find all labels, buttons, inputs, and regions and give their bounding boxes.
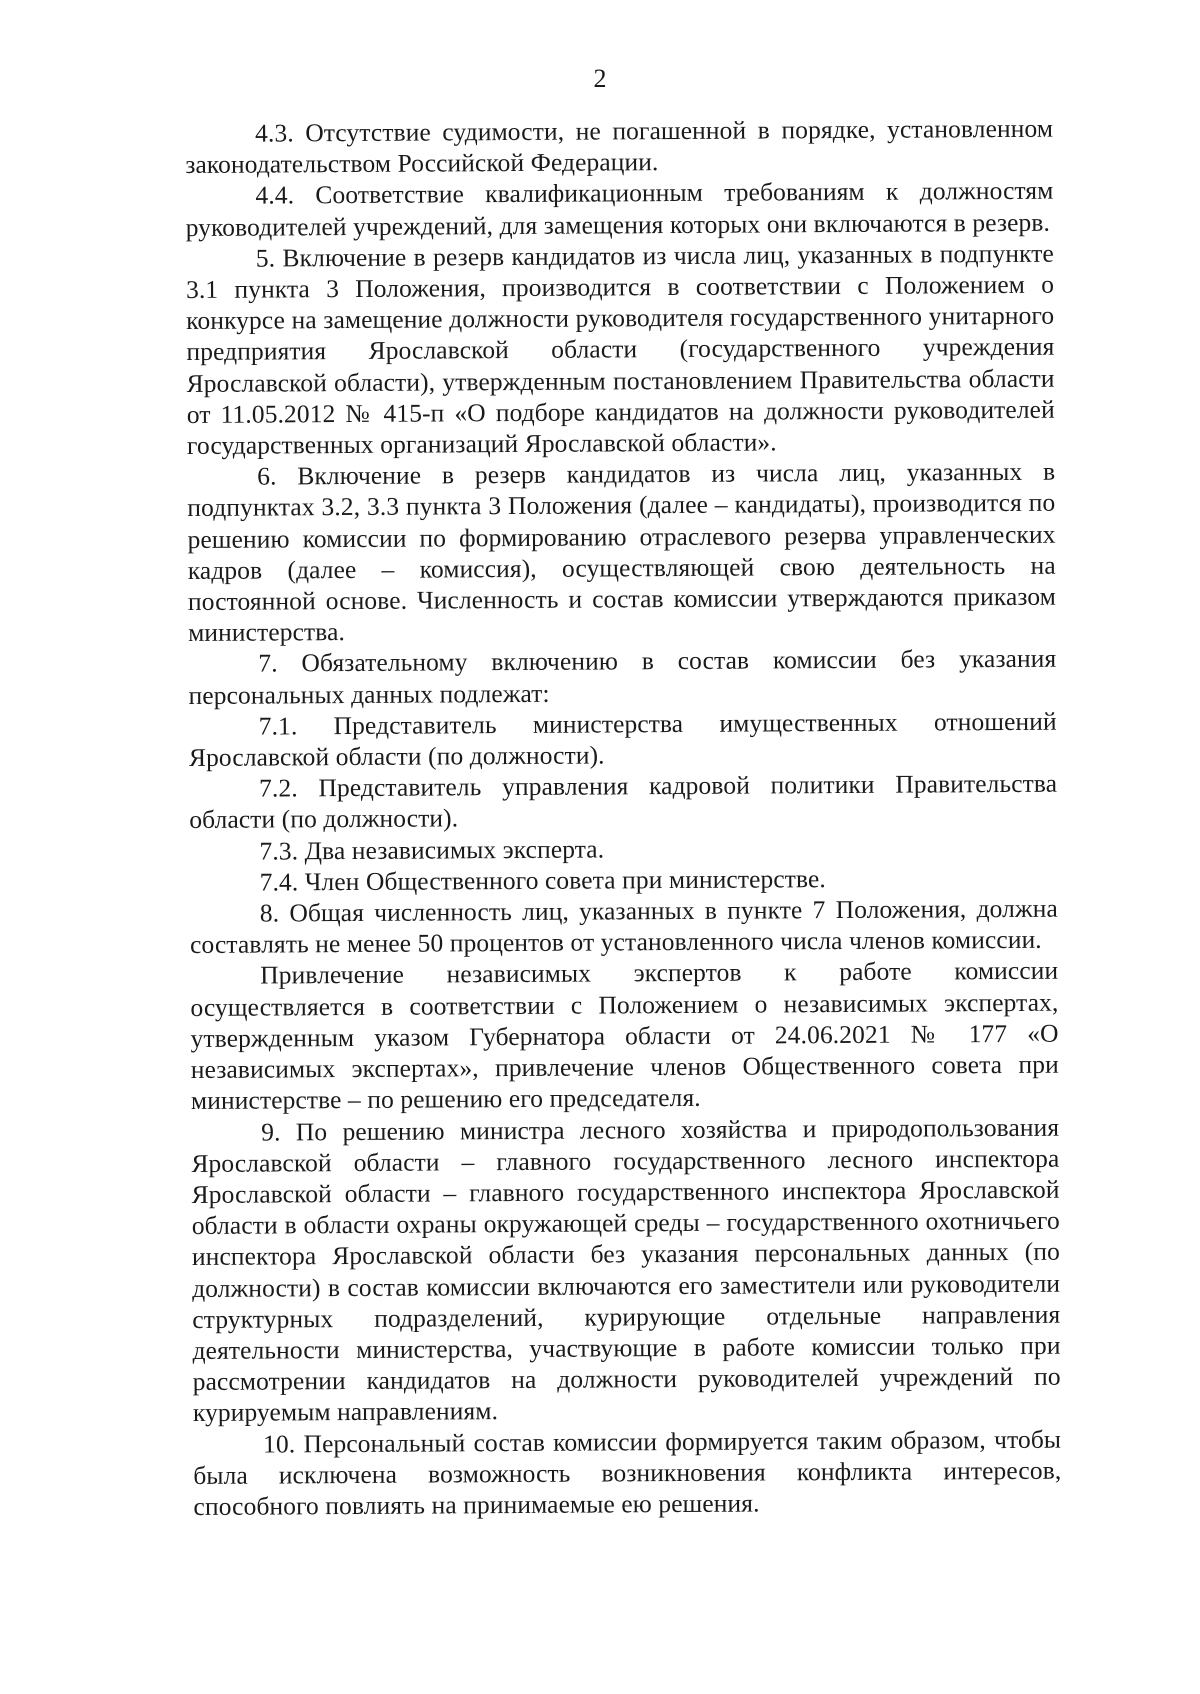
paragraph-4-4: 4.4. Соответствие квалификационным требованиям к должностям руководителей учреждений, для замещения которых они включаются в резерв. — [185, 176, 1054, 242]
page-number: 2 — [593, 64, 607, 93]
paragraph-6: 6. Включение в резерв кандидатов из числа лиц, указанных в подпунктах 3.2, 3.3 пункта 3 Положения (далее – кандидаты), производится по решению комиссии по формированию отраслевого резерва управленческих кадров (далее – комиссия), осуществляющей свою деятельность на постоянной основе. Численность и состав комиссии утверждаются приказом министерства. — [187, 456, 1057, 648]
paragraph-7-3: 7.3. Два независимых эксперта. — [259, 834, 605, 866]
document-body — [185, 113, 1062, 1522]
paragraph-8: 8. Общая численность лиц, указанных в пункте 7 Положения, должна составлять не менее 50 процентов от установленного числа членов комиссии. — [189, 893, 1058, 960]
paragraph-7-4: 7.4. Член Общественного совета при министерстве. — [259, 863, 826, 897]
paragraph-7-1: 7.1. Представитель министерства имущественных отношений Ярославской области (по должности). — [188, 706, 1057, 773]
paragraph-5: 5. Включение в резерв кандидатов из числа лиц, указанных в подпункте 3.1 пункта 3 Положения, производится в соответствии с Положением о конкурсе на замещение должности руководителя государственного унитарного предприятия Ярославской области (государственного учреждения Ярославской области), утвержденным постановлением Правительства области от 11.05.2012 № 415-п «О подборе кандидатов на должности руководителей государственных организаций Ярославской области». — [185, 238, 1055, 461]
paragraph-7: 7. Обязательному включению в состав комиссии без указания персональных данных подлежат: — [188, 644, 1057, 710]
paragraph-9: 9. По решению министра лесного хозяйства и природопользования Ярославской области – главного государственного лесного инспектора Ярославской области – главного государственного инспектора Ярославской области в области охраны окружающей среды – государственного охотничьего инспектора Ярославской области без указания персональных данных (по должности) в состав комиссии включаются его заместители или руководители структурных подразделений, курирующие отдельные направления деятельности министерства, участвующие в работе комиссии только при рассмотрении кандидатов на должности руководителей учреждений по курируемым направлениям. — [191, 1112, 1061, 1428]
paragraph-7-2: 7.2. Представитель управления кадровой политики Правительства области (по должности). — [189, 768, 1058, 835]
paragraph-10: 10. Персональный состав комиссии формируется таким образом, чтобы была исключена возможность возникновения конфликта интересов, способного повлиять на принимаемые ею решения. — [193, 1424, 1062, 1521]
paragraph-4-3: 4.3. Отсутствие судимости, не погашенной в порядке, установленном законодательством Российской Федерации. — [185, 113, 1054, 180]
paragraph-8-experts: Привлечение независимых экспертов к работе комиссии осуществляется в соответствии с Положением о независимых экспертах, утвержденным указом Губернатора области от 24.06.2021 № 177 «О независимых экспертах», привлечение членов Общественного совета при министерстве – по решению его председателя. — [190, 956, 1059, 1116]
